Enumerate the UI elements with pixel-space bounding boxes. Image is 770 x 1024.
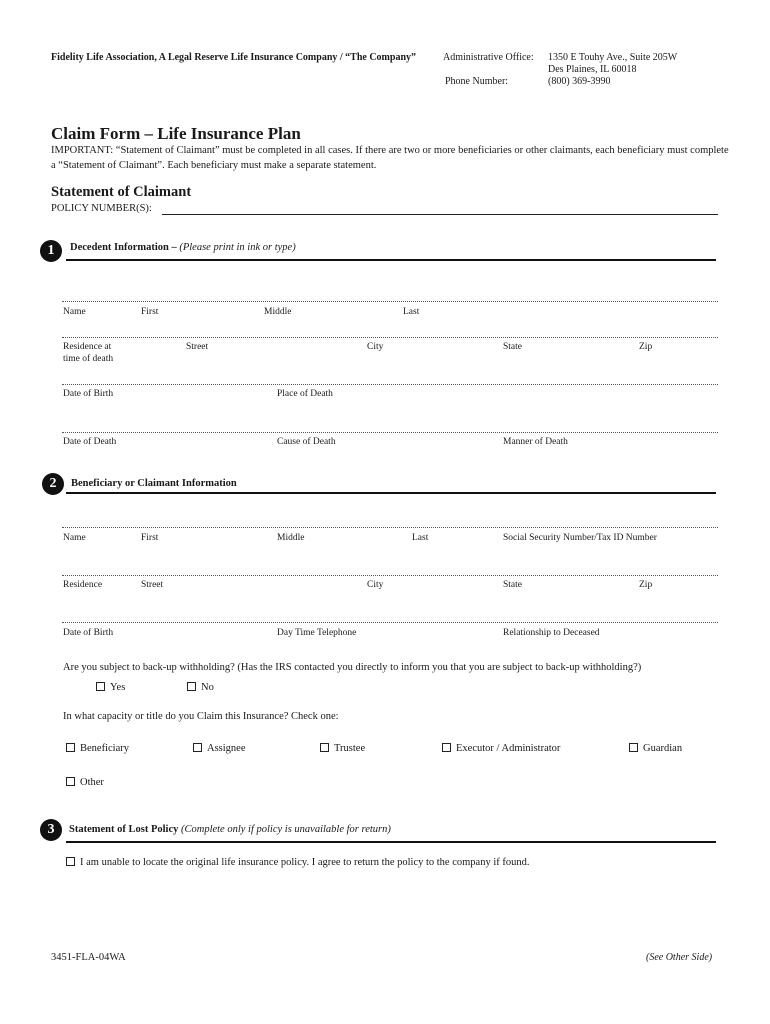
executor-label: Executor / Administrator [456, 743, 561, 754]
lost-policy-text: I am unable to locate the original life insurance policy. I agree to return the policy to the company if found. [80, 857, 530, 868]
policy-number-label: POLICY NUMBER(S): [51, 203, 152, 214]
guardian-label: Guardian [643, 743, 683, 754]
decedent-name-field[interactable] [62, 301, 718, 302]
label-residence: Residence at [63, 342, 112, 352]
capacity-option-beneficiary[interactable] [66, 743, 129, 754]
backup-withholding-question: Are you subject to back-up withholding? (Has the IRS contacted you directly to inform you that you are subject to back-up withholding?) [63, 662, 642, 673]
see-other-side: (See Other Side) [646, 952, 713, 963]
label-residence-2: time of death [63, 354, 114, 364]
label-claimant-name: Name [63, 533, 86, 543]
important-notice: IMPORTANT: “Statement of Claimant” must be completed in all cases. If there are two or more beneficiaries or other claimants, each beneficiary must complete a “Statement of Claimant”. Each beneficiary must make a separate statement. [51, 145, 729, 171]
section-3-title-text: Statement of Lost Policy [69, 824, 179, 835]
section-3-note: (Complete only if policy is unavailable for return) [180, 824, 391, 835]
lost-policy-checkbox[interactable] [66, 857, 75, 866]
label-date-of-death: Date of Death [63, 437, 117, 447]
label-claimant-street: Street [141, 580, 164, 590]
capacity-option-assignee[interactable] [193, 743, 246, 754]
executor-checkbox[interactable] [442, 743, 451, 752]
section-3-title [69, 824, 391, 835]
claimant-residence-field[interactable] [62, 575, 718, 576]
section-3-rule [66, 841, 716, 843]
phone-number: (800) 369-3990 [548, 76, 611, 87]
section-2-number: 2 [42, 473, 64, 495]
backup-yes-option[interactable] [96, 682, 125, 693]
form-code: 3451-FLA-04WA [51, 952, 126, 963]
capacity-option-guardian[interactable] [629, 743, 682, 754]
label-zip: Zip [639, 342, 653, 352]
trustee-label: Trustee [334, 743, 366, 754]
label-dob: Date of Birth [63, 389, 114, 399]
company-name: Fidelity Life Association, A Legal Reserve Life Insurance Company / “The Company” [51, 52, 416, 63]
section-1-note: (Please print in ink or type) [179, 242, 296, 253]
capacity-option-executor[interactable] [442, 743, 560, 754]
label-ssn: Social Security Number/Tax ID Number [503, 533, 657, 543]
policy-number-field[interactable] [162, 214, 718, 215]
guardian-checkbox[interactable] [629, 743, 638, 752]
label-manner-of-death: Manner of Death [503, 437, 568, 447]
label-place-of-death: Place of Death [277, 389, 333, 399]
section-3-number: 3 [40, 819, 62, 841]
label-last: Last [403, 307, 420, 317]
claimant-contact-field[interactable] [62, 622, 718, 623]
label-claimant-zip: Zip [639, 580, 653, 590]
label-day-phone: Day Time Telephone [277, 628, 357, 638]
section-2-rule [66, 492, 716, 494]
beneficiary-label: Beneficiary [80, 743, 129, 754]
assignee-checkbox[interactable] [193, 743, 202, 752]
phone-label: Phone Number: [445, 76, 509, 87]
address-line1: 1350 E Touhy Ave., Suite 205W [548, 52, 678, 63]
label-claimant-residence: Residence [63, 580, 103, 590]
section-1-title [70, 242, 296, 253]
section-1-number: 1 [40, 240, 62, 262]
section-1-title-text: Decedent Information – [70, 242, 177, 253]
other-checkbox[interactable] [66, 777, 75, 786]
label-claimant-last: Last [412, 533, 429, 543]
section-1-rule [66, 259, 716, 261]
backup-no-option[interactable] [187, 682, 214, 693]
label-middle: Middle [264, 307, 292, 317]
label-state: State [503, 342, 522, 352]
label-claimant-first: First [141, 533, 159, 543]
label-street: Street [186, 342, 209, 352]
section-2-title: Beneficiary or Claimant Information [71, 478, 237, 489]
label-relationship: Relationship to Deceased [503, 628, 600, 638]
label-claimant-dob: Date of Birth [63, 628, 114, 638]
beneficiary-checkbox[interactable] [66, 743, 75, 752]
claimant-name-field[interactable] [62, 527, 718, 528]
admin-office-label: Administrative Office: [443, 52, 534, 63]
label-claimant-state: State [503, 580, 522, 590]
decedent-death-field[interactable] [62, 432, 718, 433]
address-line2: Des Plaines, IL 60018 [548, 64, 637, 75]
capacity-option-other[interactable] [66, 777, 104, 788]
form-title: Claim Form – Life Insurance Plan [51, 124, 301, 143]
assignee-label: Assignee [207, 743, 246, 754]
decedent-residence-field[interactable] [62, 337, 718, 338]
trustee-checkbox[interactable] [320, 743, 329, 752]
statement-of-claimant-heading: Statement of Claimant [51, 184, 192, 200]
no-checkbox[interactable] [187, 682, 196, 691]
capacity-option-trustee[interactable] [320, 743, 365, 754]
no-label: No [201, 682, 214, 693]
yes-checkbox[interactable] [96, 682, 105, 691]
capacity-question: In what capacity or title do you Claim this Insurance? Check one: [63, 711, 339, 722]
label-name: Name [63, 307, 86, 317]
label-first: First [141, 307, 159, 317]
label-claimant-city: City [367, 580, 384, 590]
yes-label: Yes [110, 682, 126, 693]
other-label: Other [80, 777, 104, 788]
label-claimant-middle: Middle [277, 533, 305, 543]
label-city: City [367, 342, 384, 352]
lost-policy-statement[interactable] [66, 857, 530, 868]
label-cause-of-death: Cause of Death [277, 437, 336, 447]
decedent-birth-field[interactable] [62, 384, 718, 385]
